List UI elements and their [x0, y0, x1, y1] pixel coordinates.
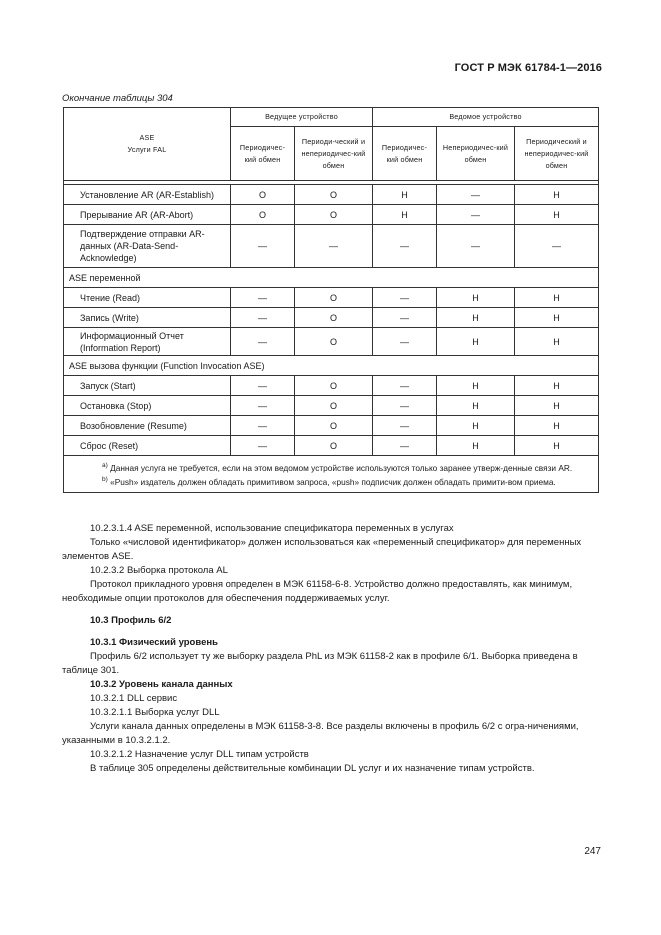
- cell-value: —: [231, 396, 295, 416]
- cell-value: —: [373, 308, 437, 328]
- table-row: [64, 416, 599, 436]
- section-heading: 10.3.2 Уровень канала данных: [90, 679, 233, 690]
- footnote: [70, 460, 592, 474]
- cell-value: О: [295, 436, 373, 456]
- header-col: Периодический и непериодичес-кий обмен: [515, 127, 599, 181]
- paragraph: 10.3.2.1.2 Назначение услуг DLL типам устройств: [90, 749, 309, 760]
- cell-value: —: [231, 288, 295, 308]
- cell-value: —: [295, 225, 373, 268]
- cell-value: О: [231, 205, 295, 225]
- cell-value: Н: [515, 308, 599, 328]
- table-group-row: [64, 356, 599, 376]
- cell-value: Н: [437, 376, 515, 396]
- cell-value: Н: [515, 205, 599, 225]
- cell-value: О: [295, 396, 373, 416]
- document-header: ГОСТ Р МЭК 61784-1—2016: [454, 62, 602, 74]
- cell-value: О: [295, 288, 373, 308]
- cell-value: Н: [515, 288, 599, 308]
- group-label: ASE переменной: [64, 268, 599, 288]
- footnote-text: «Push» издатель должен обладать примитивом запроса, «push» подписчик должен обладать примити-вом приема.: [110, 476, 556, 487]
- cell-value: —: [231, 225, 295, 268]
- section-heading: 10.3.1 Физический уровень: [90, 637, 218, 648]
- service-label: Информационный Отчет (Information Report): [64, 328, 231, 356]
- cell-value: Н: [437, 416, 515, 436]
- fal-services-table: [63, 107, 599, 493]
- service-label: Подтверждение отправки AR-данных (AR-Data-Send- Acknowledge): [64, 225, 231, 268]
- cell-value: О: [295, 205, 373, 225]
- header-ase-services: [64, 108, 231, 181]
- table-row: [64, 225, 599, 268]
- cell-value: —: [437, 205, 515, 225]
- page-number: 247: [584, 846, 601, 857]
- cell-value: —: [437, 225, 515, 268]
- footnote-text: Данная услуга не требуется, если на этом ведомом устройстве используются только заранее утверж-денные связи AR.: [110, 462, 573, 473]
- table-row: [64, 436, 599, 456]
- cell-value: —: [373, 288, 437, 308]
- table-row: [64, 288, 599, 308]
- cell-value: О: [295, 308, 373, 328]
- paragraph: 10.3.2.1.1 Выборка услуг DLL: [90, 707, 220, 718]
- cell-value: —: [231, 436, 295, 456]
- footnote-mark: а): [102, 462, 108, 469]
- footnote: [70, 474, 592, 488]
- service-label: Запуск (Start): [64, 376, 231, 396]
- header-col: Периодичес-кий обмен: [231, 127, 295, 181]
- service-label: Остановка (Stop): [64, 396, 231, 416]
- cell-value: О: [295, 376, 373, 396]
- cell-value: —: [231, 376, 295, 396]
- cell-value: —: [373, 416, 437, 436]
- cell-value: Н: [515, 185, 599, 205]
- cell-value: —: [437, 185, 515, 205]
- cell-value: О: [295, 185, 373, 205]
- header-master: Ведущее устройство: [231, 108, 373, 127]
- paragraph: Услуги канала данных определены в МЭК 61158-3-8. Все разделы включены в профиль 6/2 с огра-ничениями, указанными в 10.3.2.1.2.: [62, 721, 579, 746]
- table-row: [64, 185, 599, 205]
- cell-value: —: [373, 376, 437, 396]
- table-footnotes: [64, 456, 599, 493]
- footnotes-row: [64, 456, 599, 493]
- paragraph: В таблице 305 определены действительные комбинации DL услуг и их назначение типам устройств.: [90, 763, 535, 774]
- service-label: Запись (Write): [64, 308, 231, 328]
- cell-value: Н: [373, 185, 437, 205]
- cell-value: Н: [437, 288, 515, 308]
- cell-value: —: [515, 225, 599, 268]
- service-label: Установление AR (AR-Establish): [64, 185, 231, 205]
- table-row: [64, 376, 599, 396]
- header-ase: ASE: [139, 133, 155, 142]
- cell-value: Н: [437, 396, 515, 416]
- cell-value: О: [295, 328, 373, 356]
- footnote-mark: b): [102, 475, 108, 483]
- paragraph: 10.2.3.1.4 ASE переменной, использование спецификатора переменных в услугах: [90, 523, 454, 534]
- cell-value: Н: [515, 376, 599, 396]
- section-heading: 10.3 Профиль 6/2: [90, 615, 172, 626]
- table-row: [64, 205, 599, 225]
- cell-value: Н: [437, 328, 515, 356]
- cell-value: О: [295, 416, 373, 436]
- cell-value: Н: [373, 205, 437, 225]
- table-group-row: [64, 268, 599, 288]
- service-label: Чтение (Read): [64, 288, 231, 308]
- cell-value: Н: [515, 436, 599, 456]
- header-services: Услуги FAL: [127, 145, 167, 154]
- header-slave: Ведомое устройство: [373, 108, 599, 127]
- cell-value: —: [373, 436, 437, 456]
- cell-value: —: [231, 328, 295, 356]
- cell-value: Н: [515, 396, 599, 416]
- cell-value: —: [373, 328, 437, 356]
- cell-value: Н: [437, 436, 515, 456]
- cell-value: —: [373, 225, 437, 268]
- paragraph: Профиль 6/2 использует ту же выборку раздела PhL из МЭК 61158-2 как в профиле 6/1. Выборка приведена в таблице 301.: [62, 651, 578, 676]
- table-row: [64, 308, 599, 328]
- paragraph: 10.2.3.2 Выборка протокола AL: [90, 565, 228, 576]
- cell-value: —: [373, 396, 437, 416]
- service-label: Прерывание AR (AR-Abort): [64, 205, 231, 225]
- cell-value: О: [231, 185, 295, 205]
- header-col: Непериодичес-кий обмен: [437, 127, 515, 181]
- table-row: [64, 396, 599, 416]
- cell-value: Н: [515, 416, 599, 436]
- cell-value: Н: [515, 328, 599, 356]
- cell-value: Н: [437, 308, 515, 328]
- table-caption: Окончание таблицы 304: [62, 93, 173, 104]
- group-label: ASE вызова функции (Function Invocation ASE): [64, 356, 599, 376]
- cell-value: —: [231, 308, 295, 328]
- service-label: Сброс (Reset): [64, 436, 231, 456]
- body-text: [62, 522, 598, 776]
- service-label: Возобновление (Resume): [64, 416, 231, 436]
- paragraph: Протокол прикладного уровня определен в МЭК 61158-6-8. Устройство должно предоставлять, как минимум, необходимые опции протоколов для обеспечения поддерживаемых услуг.: [62, 579, 573, 604]
- paragraph: 10.3.2.1 DLL сервис: [90, 693, 178, 704]
- header-col: Периодичес-кий обмен: [373, 127, 437, 181]
- cell-value: —: [231, 416, 295, 436]
- header-col: Периоди-ческий и непериодичес-кий обмен: [295, 127, 373, 181]
- paragraph: Только «числовой идентификатор» должен использоваться как «переменный спецификатор» для переменных элементов ASE.: [62, 537, 582, 562]
- table-row: [64, 328, 599, 356]
